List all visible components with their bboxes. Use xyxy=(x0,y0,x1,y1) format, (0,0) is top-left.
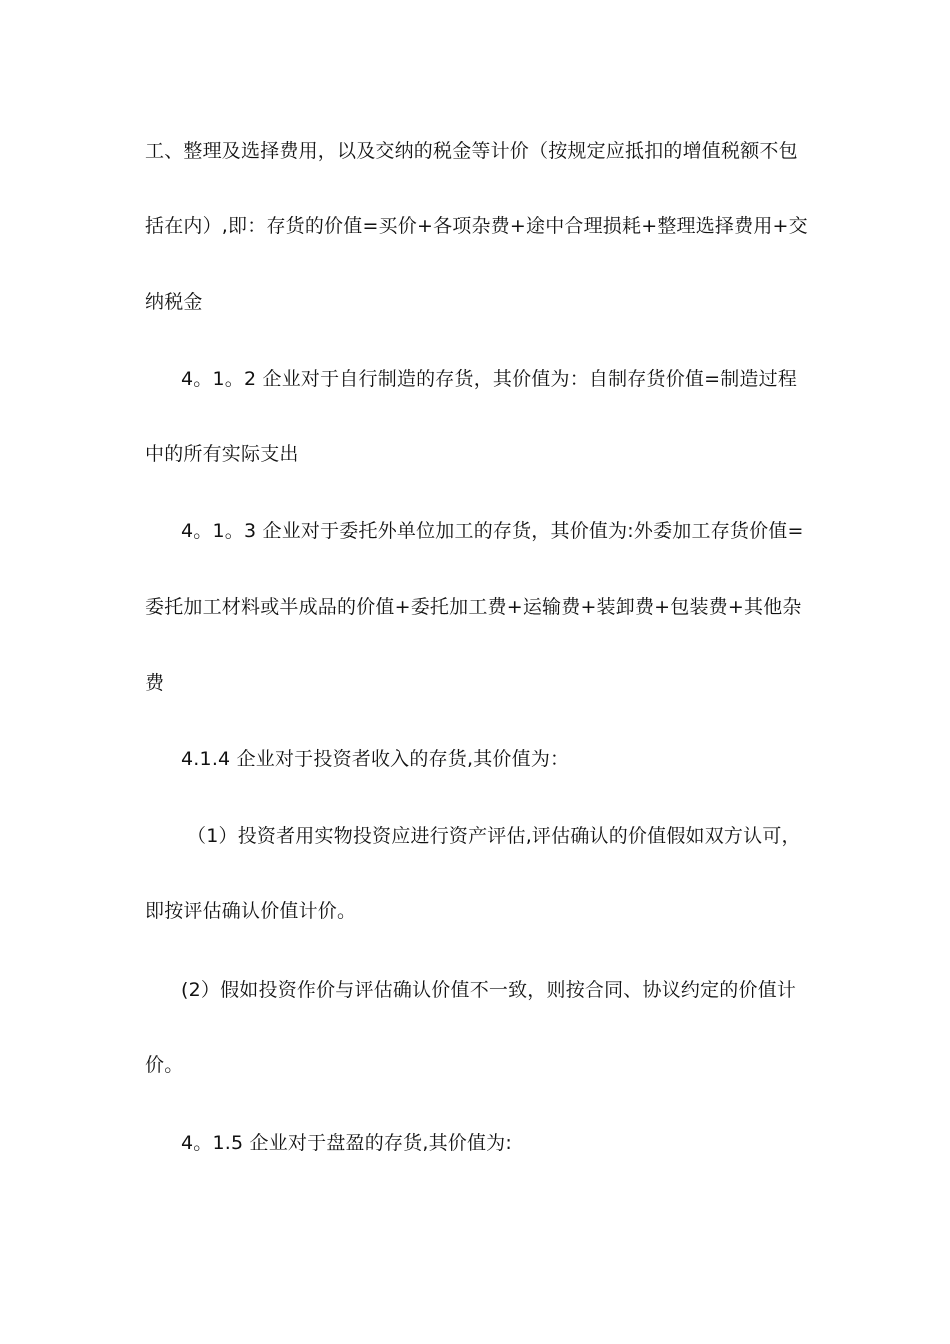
text-line: 4。1.5 企业对于盘盈的存货,其价值为: xyxy=(181,1132,512,1154)
text-line: 工、整理及选择费用，以及交纳的税金等计价（按规定应抵扣的增值税额不包 xyxy=(145,140,798,162)
text-line: 即按评估确认价值计价。 xyxy=(145,900,357,922)
text-line: 费 xyxy=(145,672,165,694)
text-line: 括在内）,即：存货的价值=买价+各项杂费+途中合理损耗+整理选择费用+交 xyxy=(145,215,808,237)
text-line: 4。1。3 企业对于委托外单位加工的存货，其价值为:外委加工存货价值= xyxy=(181,520,804,542)
text-line: 中的所有实际支出 xyxy=(145,443,299,465)
text-line: （1）投资者用实物投资应进行资产评估,评估确认的价值假如双方认可， xyxy=(187,825,801,847)
text-line: 委托加工材料或半成品的价值+委托加工费+运输费+装卸费+包装费+其他杂 xyxy=(145,596,802,618)
text-line: 4。1。2 企业对于自行制造的存货，其价值为：自制存货价值=制造过程 xyxy=(181,368,798,390)
text-line: (2）假如投资作价与评估确认价值不一致，则按合同、协议约定的价值计 xyxy=(181,979,797,1001)
text-line: 纳税金 xyxy=(145,291,203,313)
text-line: 价。 xyxy=(145,1054,184,1076)
text-line: 4.1.4 企业对于投资者收入的存货,其价值为： xyxy=(181,748,570,770)
